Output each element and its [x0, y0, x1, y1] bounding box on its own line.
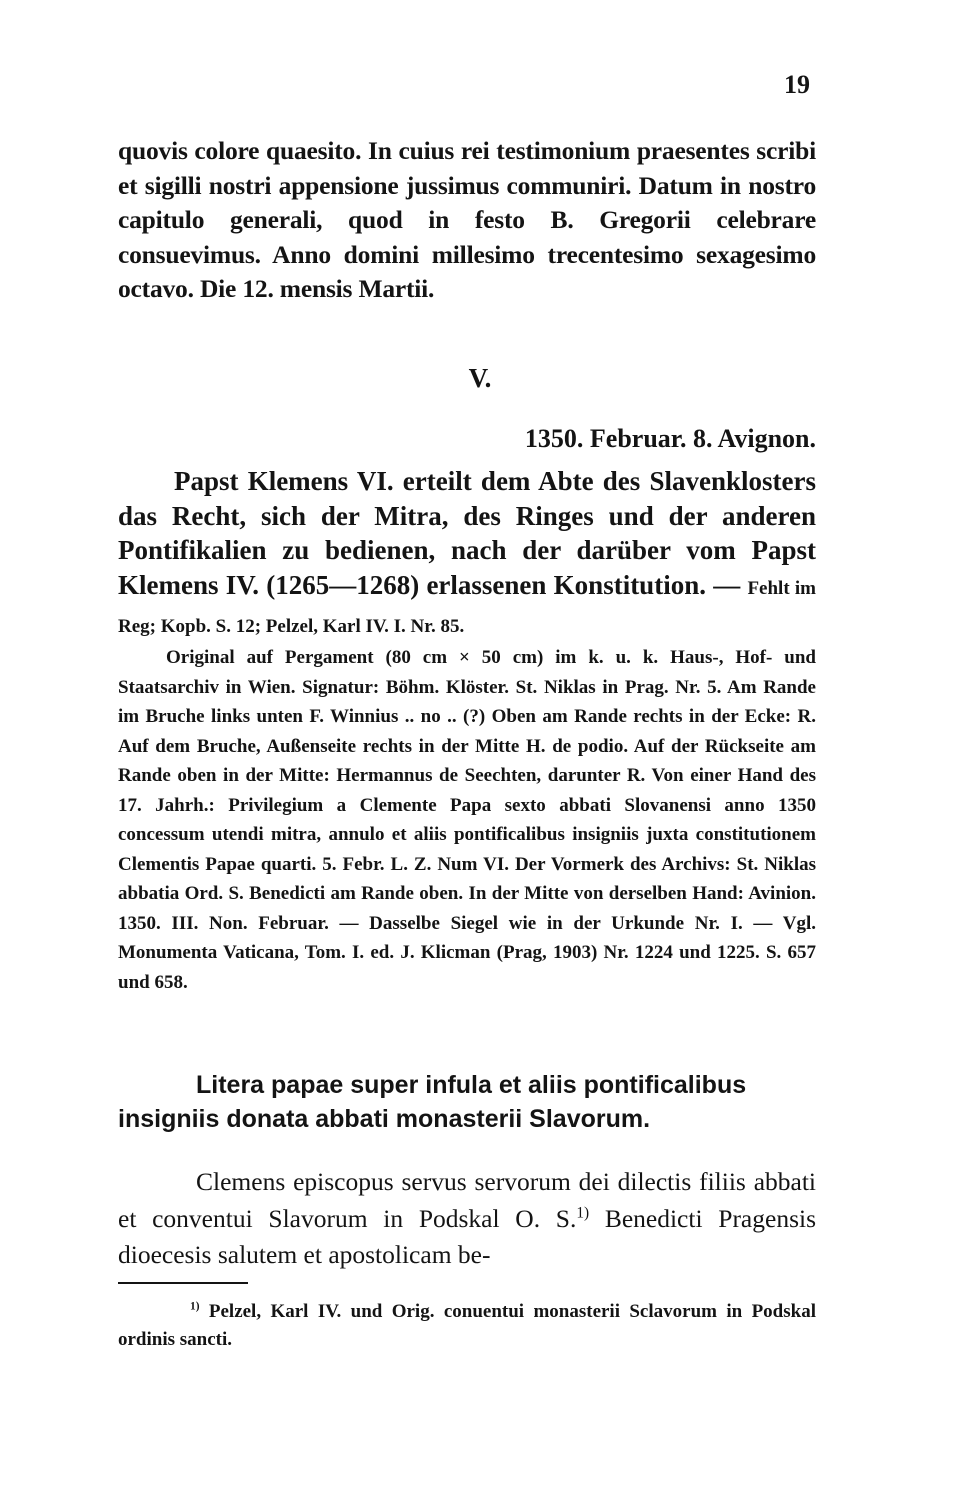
regest-text: Papst Klemens VI. erteilt dem Abte des Slavenklosters das Recht, sich der Mitra, des Ringes und der anderen Pontifikalien zu bedienen, nach der darüber vom Papst Klemens IV. (1265—1268) erlassenen Konstitution. —	[118, 466, 816, 600]
footnote-reference: 1)	[576, 1204, 590, 1221]
intro-paragraph: quovis colore quaesito. In cuius rei testimonium praesentes scribi et sigilli nostri appensione jussimus communiri. Datum in nostro capitulo generali, quod in festo B. Gregorii celebrare consuevimus. Anno domini millesimo trecentesimo sexagesimo octavo. Die 12. mensis Martii.	[118, 136, 816, 303]
document-text	[118, 1164, 816, 1274]
section-numeral: V.	[468, 363, 492, 393]
document-text-continuation: Benedicti Pragensis dioecesis salutem et apostolicam be-	[118, 1203, 816, 1269]
footnote-text: Pelzel, Karl IV. und Orig. conuentui monasterii Sclavorum in Podskal ordinis sancti.	[118, 1301, 816, 1350]
footnote	[118, 1298, 816, 1354]
footnote-divider	[118, 1282, 248, 1284]
regest-paragraph	[118, 464, 816, 645]
regest-note: Fehlt im Reg; Kopb. S. 12; Pelzel, Karl IV. I. Nr. 85.	[118, 577, 817, 637]
footnote-mark: 1)	[190, 1300, 200, 1313]
dateline: 1350. Februar. 8. Avignon.	[524, 424, 816, 453]
document-text-opening: Clemens episcopus servus servorum dei dilectis filiis abbati et conventui Slavorum in Podskal O. S.	[118, 1167, 816, 1233]
apparatus-paragraph: Original auf Pergament (80 cm × 50 cm) im k. u. k. Haus-, Hof- und Staatsarchiv in Wien. Signatur: Böhm. Klöster. St. Niklas in Prag. Nr. 5. Am Rande im Bruche links unten F. Winnius .. no .. (?) Oben am Rande rechts in der Ecke: R. Auf dem Bruche, Außenseite rechts in der Mitte H. de podio. Auf der Rückseite am Rande oben in der Mitte: Hermannus de Seechten, darunter R. Von einer Hand des 17. Jahrh.: Privilegium a Clemente Papa sexto abbati Slovanensi anno 1350 concessum utendi mitra, annulo et aliis pontificalibus insigniis juxta constitutionem Clementis Papae quarti. 5. Febr. L. Z. Num VI. Der Vormerk des Archivs: St. Niklas abbatia Ord. S. Benedicti am Rande oben. In der Mitte von derselben Hand: Avinion. 1350. III. Non. Februar. — Dasselbe Siegel wie in der Urkunde Nr. I. — Vgl. Monumenta Vaticana, Tom. I. ed. J. Klicman (Prag, 1903) Nr. 1224 und 1225. S. 657 und 658.	[118, 647, 816, 993]
page-number: 19	[784, 70, 810, 99]
latin-document-title: Litera papae super infula et aliis pontificalibus insigniis donata abbati monasterii Slavorum.	[118, 1071, 747, 1133]
